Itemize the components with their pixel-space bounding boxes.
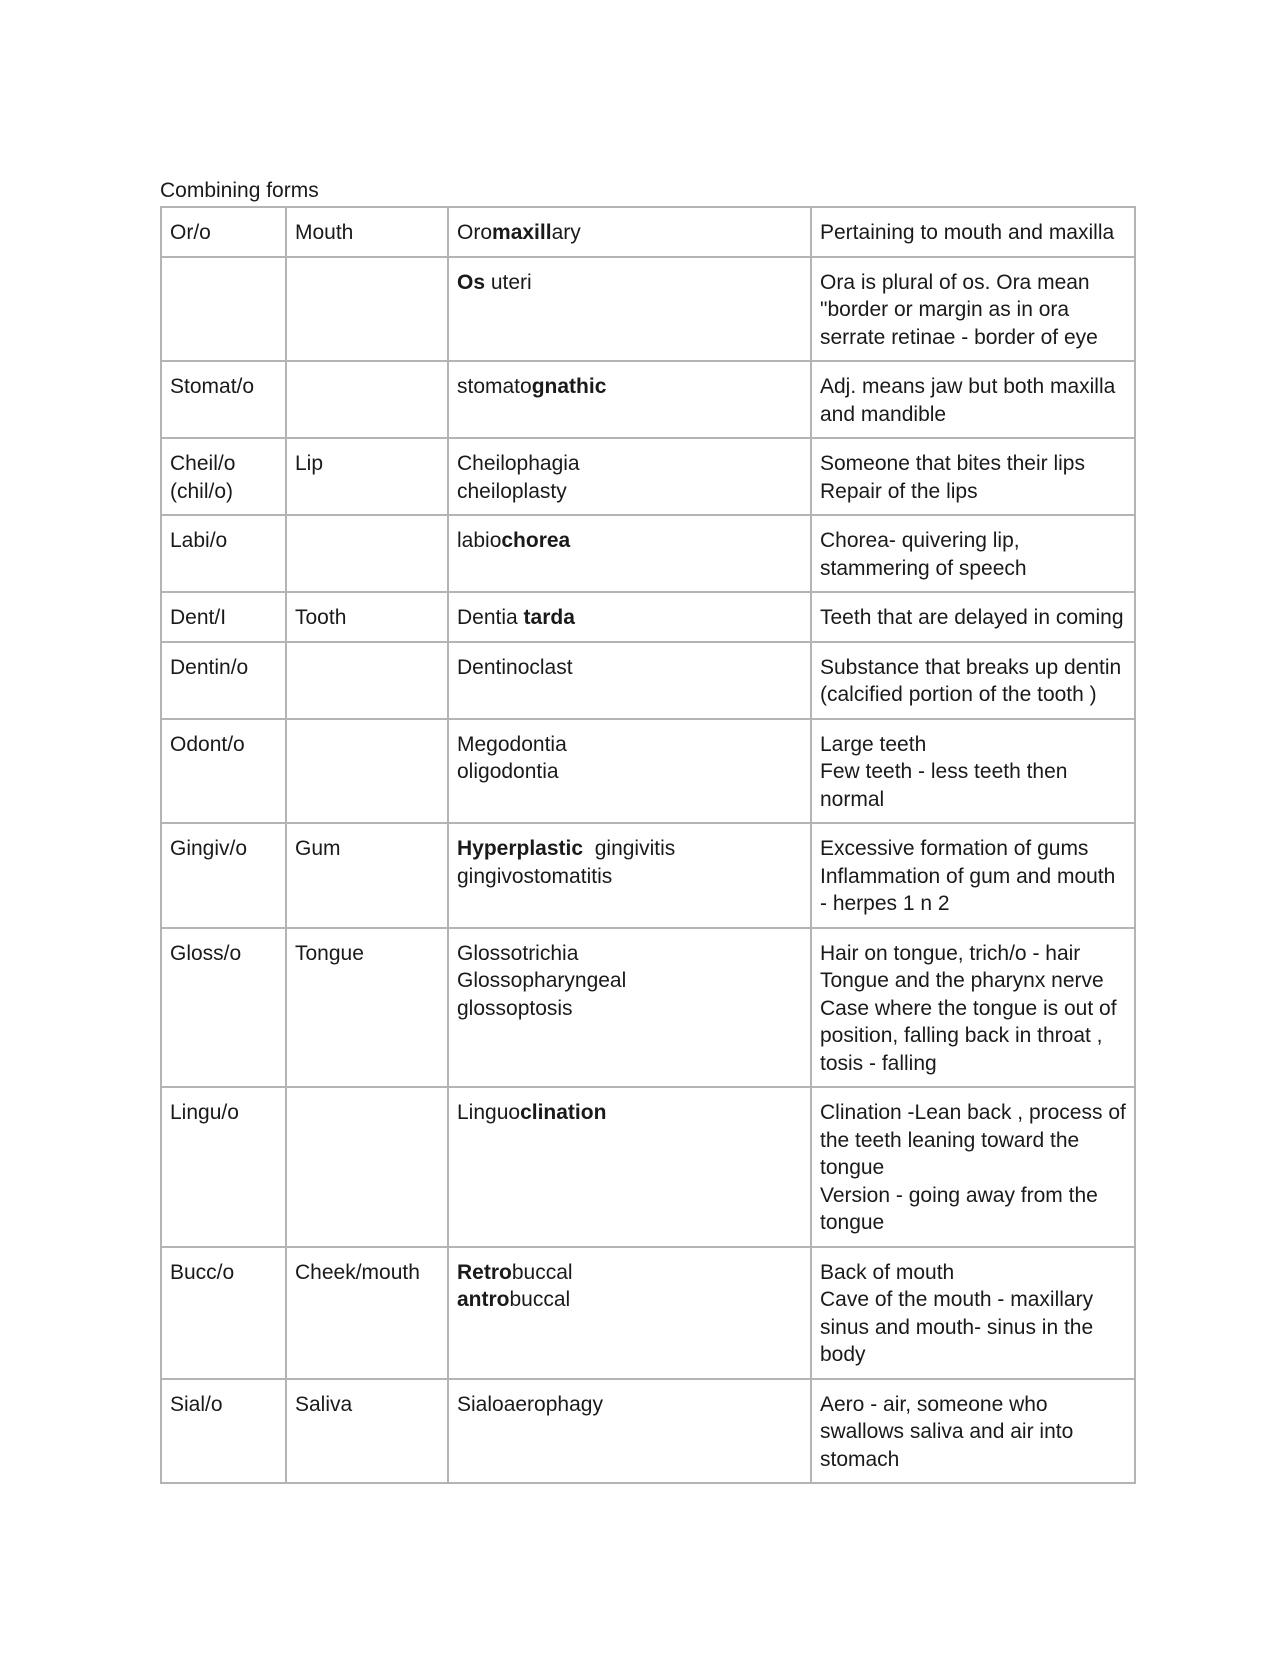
term-root-bold: chorea [501,529,571,552]
form-cell-line: Cheil/o [170,452,236,475]
form-cell-line: Labi/o [170,529,228,552]
form-cell [161,207,286,257]
definition-cell-line: and mandible [820,402,947,426]
form-cell-line: (chil/o) [170,479,234,503]
term-segment: Glossotrichia [457,941,579,965]
definition-cell [811,257,1135,362]
form-cell-line: Or/o [170,221,211,244]
definition-cell-line: "border or margin as in ora [820,298,1070,321]
definition-cell [811,207,1135,257]
meaning-cell [286,823,448,928]
term-line [457,758,802,786]
term-cell [448,642,811,719]
term-line [457,731,802,759]
definition-cell-line: Back of mouth [820,1260,955,1284]
form-cell-line: Gingiv/o [170,837,248,860]
definition-cell-line: Substance that breaks up dentin [820,655,1122,679]
term-line [457,527,802,555]
definition-cell-line: Case where the tongue is out of [820,996,1117,1020]
definition-cell-line: Pertaining to mouth and maxilla [820,221,1115,244]
table-row [161,207,1135,257]
table-row [161,361,1135,438]
meaning-cell [286,438,448,515]
definition-cell-line: stammering of speech [820,556,1027,580]
definition-cell-line: Aero - air, someone who [820,1392,1048,1416]
definition-cell-line: - herpes 1 n 2 [820,892,950,915]
definition-cell-line: Someone that bites their lips [820,452,1085,475]
term-cell [448,1247,811,1379]
definition-cell [811,928,1135,1088]
term-root-bold: Retro [457,1260,512,1284]
meaning-cell [286,719,448,824]
meaning-cell [286,642,448,719]
definition-cell-line: tongue [820,1156,885,1179]
term-cell [448,257,811,362]
definition-cell-line: Teeth that are delayed in coming [820,606,1124,629]
definition-cell [811,719,1135,824]
table-row [161,642,1135,719]
definition-cell-line: normal [820,787,885,811]
form-cell-line: Lingu/o [170,1101,239,1124]
definition-cell-line: swallows saliva and air into [820,1420,1074,1443]
form-cell [161,361,286,438]
form-cell [161,642,286,719]
term-root-bold: clination [520,1101,607,1124]
meaning-cell [286,207,448,257]
term-segment: Megodontia [457,732,567,756]
form-cell [161,257,286,362]
term-segment: oligodontia [457,760,559,783]
term-line [457,835,802,863]
term-line [457,995,802,1023]
term-line [457,1259,802,1287]
definition-cell [811,823,1135,928]
meaning-cell [286,928,448,1088]
term-root-bold: maxill [492,221,552,244]
definition-cell [811,1087,1135,1247]
meaning-cell [286,1247,448,1379]
form-cell [161,1379,286,1484]
definition-cell [811,515,1135,592]
definition-cell-line: Hair on tongue, trich/o - hair [820,941,1081,965]
definition-cell-line: Version - going away from the [820,1183,1098,1207]
meaning-cell-line: Saliva [295,1392,353,1416]
term-cell [448,361,811,438]
definition-cell-line: the teeth leaning toward the [820,1128,1080,1152]
table-row [161,592,1135,642]
term-segment: uteri [485,270,532,294]
meaning-cell-line: Lip [295,452,324,475]
definition-cell-line: Clination -Lean back , process of [820,1101,1126,1124]
term-line [457,1286,802,1314]
definition-cell-line: tongue [820,1211,885,1234]
form-cell [161,928,286,1088]
meaning-cell-line: Tooth [295,606,347,629]
meaning-cell [286,257,448,362]
definition-cell-line: sinus and mouth- sinus in the [820,1315,1094,1339]
meaning-cell [286,515,448,592]
definition-cell-line: (calcified portion of the tooth ) [820,683,1097,706]
term-line [457,863,802,891]
term-line [457,654,802,682]
meaning-cell-line: Mouth [295,221,354,244]
definition-cell-line: Tongue and the pharynx nerve [820,969,1104,992]
table-row [161,1379,1135,1484]
definition-cell-line: position, falling back in throat , [820,1024,1103,1047]
definition-cell-line: Few teeth - less teeth then [820,760,1068,783]
term-root-bold: antro [457,1288,510,1311]
term-cell [448,438,811,515]
definition-cell-line: stomach [820,1447,900,1471]
definition-cell-line: Repair of the lips [820,479,978,503]
definition-cell-line: Large teeth [820,732,927,756]
table-row [161,1087,1135,1247]
meaning-cell [286,592,448,642]
table-row [161,515,1135,592]
table-row [161,438,1135,515]
form-cell [161,438,286,515]
term-segment: Linguo [457,1101,521,1124]
term-segment: Oro [457,221,493,244]
definition-cell-line: tosis - falling [820,1051,937,1075]
definition-cell-line: Ora is plural of os. Ora mean [820,270,1090,294]
term-cell [448,1087,811,1247]
term-segment: stomato [457,375,532,398]
term-root-bold: Hyperplastic [457,837,584,860]
form-cell-line: Gloss/o [170,941,242,965]
form-cell-line: Stomat/o [170,375,255,398]
term-root-bold: gnathic [531,375,607,398]
term-segment: buccal [511,1260,573,1284]
term-line [457,478,802,506]
term-segment: glossoptosis [457,996,573,1020]
term-segment: buccal [509,1288,571,1311]
term-line [457,373,802,401]
combining-forms-table [160,206,1136,1484]
form-cell [161,1087,286,1247]
definition-cell [811,592,1135,642]
definition-cell-line: Inflammation of gum and mouth [820,864,1116,888]
term-cell [448,928,811,1088]
term-segment: ary [551,221,581,244]
page-title: Combining forms [160,179,319,202]
definition-cell [811,642,1135,719]
form-cell-line: Odont/o [170,732,245,756]
form-cell-line: Sial/o [170,1392,223,1416]
term-segment: labio [457,529,502,552]
term-root-bold: Os [457,270,486,294]
form-cell-line: Dentin/o [170,655,249,679]
term-line [457,1391,802,1419]
term-cell [448,823,811,928]
form-cell-line: Bucc/o [170,1260,235,1284]
term-line [457,1099,802,1127]
meaning-cell [286,1087,448,1247]
table-body [161,207,1135,1483]
term-segment: Dentinoclast [457,655,573,679]
form-cell [161,1247,286,1379]
table-row [161,928,1135,1088]
form-cell [161,515,286,592]
table-row [161,823,1135,928]
term-segment: Sialoaerophagy [457,1392,603,1416]
definition-cell [811,1379,1135,1484]
form-cell [161,719,286,824]
term-line [457,269,802,297]
term-cell [448,207,811,257]
term-segment: gingivitis [583,837,676,860]
meaning-cell-line: Gum [295,837,341,860]
term-segment: Glossopharyngeal [457,969,627,992]
term-line [457,967,802,995]
term-segment: cheiloplasty [457,479,567,503]
meaning-cell-line: Cheek/mouth [295,1260,420,1284]
term-cell [448,719,811,824]
term-segment: Cheilophagia [457,452,580,475]
definition-cell-line: Adj. means jaw but both maxilla [820,375,1116,398]
definition-cell [811,438,1135,515]
term-cell [448,592,811,642]
definition-cell-line: body [820,1343,866,1366]
term-segment: gingivostomatitis [457,864,613,888]
term-line [457,219,802,247]
definition-cell-line: Excessive formation of gums [820,837,1089,860]
definition-cell-line: serrate retinae - border of eye [820,325,1098,349]
meaning-cell [286,1379,448,1484]
term-segment: Dentia [457,606,524,629]
term-cell [448,515,811,592]
definition-cell [811,1247,1135,1379]
meaning-cell [286,361,448,438]
definition-cell-line: Cave of the mouth - maxillary [820,1288,1094,1311]
table-row [161,719,1135,824]
form-cell-line: Dent/I [170,606,227,629]
form-cell [161,823,286,928]
term-cell [448,1379,811,1484]
form-cell [161,592,286,642]
term-root-bold: tarda [523,606,575,629]
table-row [161,1247,1135,1379]
term-line [457,604,802,632]
definition-cell [811,361,1135,438]
meaning-cell-line: Tongue [295,941,364,965]
definition-cell-line: Chorea- quivering lip, [820,529,1020,552]
term-line [457,450,802,478]
table-row [161,257,1135,362]
term-line [457,940,802,968]
